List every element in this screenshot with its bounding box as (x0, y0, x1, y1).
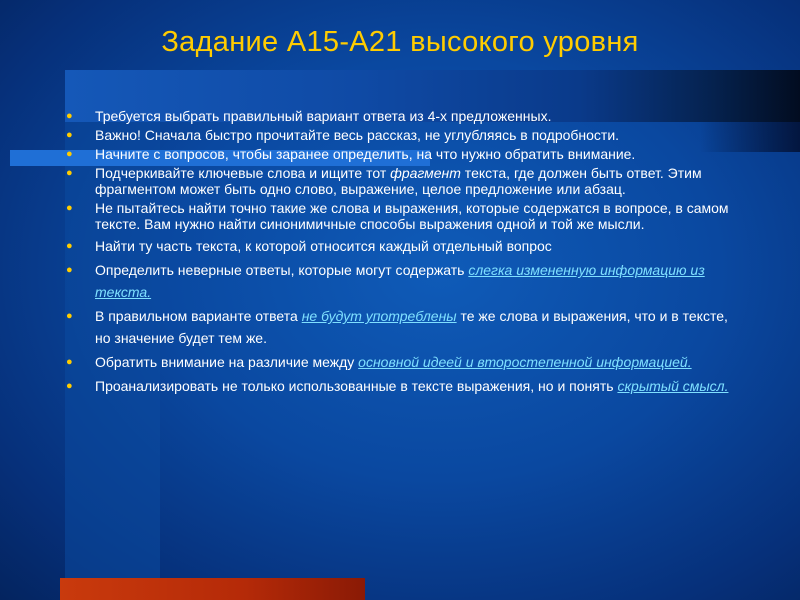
bullet-text: Требуется выбрать правильный вариант ответа из 4-х предложенных. (95, 108, 552, 124)
bullet-item (62, 235, 742, 257)
bullet-text: те же слова и выражения, что и в тексте, но значение будет тем же. (95, 308, 728, 346)
slide-title: Задание А15-А21 высокого уровня (161, 26, 639, 58)
bullet-dot-icon: ● (66, 264, 73, 276)
bullet-item (62, 351, 742, 373)
bullet-highlight-link[interactable]: скрытый смысл. (617, 378, 729, 394)
bullet-dot-icon: ● (66, 380, 73, 392)
bullet-text: текста, где должен быть ответ. Этим фрагментом может быть одно слово, выражение, целое предложение или абзац. (95, 165, 702, 197)
bullet-dot-icon: ● (66, 310, 73, 322)
bullet-dot-icon: ● (66, 148, 73, 160)
bullet-item (62, 305, 742, 349)
bullet-text: Найти ту часть текста, к которой относится каждый отдельный вопрос (95, 238, 552, 254)
bullet-dot-icon: ● (66, 167, 73, 179)
bullet-dot-icon: ● (66, 129, 73, 141)
bullet-list (62, 108, 742, 399)
bullet-dot-icon: ● (66, 202, 73, 214)
bullet-highlight-link[interactable]: слегка измененную информацию из текста. (95, 262, 705, 300)
bullet-text: Определить неверные ответы, которые могут содержать (95, 262, 469, 278)
bullet-text: Подчеркивайте ключевые слова и ищите тот (95, 165, 391, 181)
bullet-item (62, 108, 742, 124)
bullet-highlight-link[interactable]: не будут употреблены (301, 308, 457, 324)
bullet-emphasis: фрагмент (390, 165, 461, 181)
bullet-item (62, 200, 742, 232)
bullet-dot-icon: ● (66, 356, 73, 368)
bullet-text: Проанализировать не только использованные в тексте выражения, но и понять (95, 378, 618, 394)
bullet-text: Начните с вопросов, чтобы заранее определить, на что нужно обратить внимание. (95, 146, 636, 162)
bullet-item (62, 146, 742, 162)
bullet-dot-icon: ● (66, 240, 73, 252)
bullet-item (62, 375, 742, 397)
bullet-item (62, 165, 742, 197)
bullet-item (62, 127, 742, 143)
bullet-text: В правильном варианте ответа (95, 308, 302, 324)
bullet-highlight-link[interactable]: основной идеей и второстепенной информацией. (358, 354, 692, 370)
bullet-text: Важно! Сначала быстро прочитайте весь рассказ, не углубляясь в подробности. (95, 127, 620, 143)
bullet-text: Не пытайтесь найти точно такие же слова и выражения, которые содержатся в вопросе, в самом тексте. Вам нужно найти синонимичные способы выражения одной и той же мысли. (95, 200, 729, 232)
bullet-text: Обратить внимание на различие между (95, 354, 359, 370)
bullet-item (62, 259, 742, 303)
bullet-dot-icon: ● (66, 110, 73, 122)
decor-red-bar (60, 578, 365, 600)
